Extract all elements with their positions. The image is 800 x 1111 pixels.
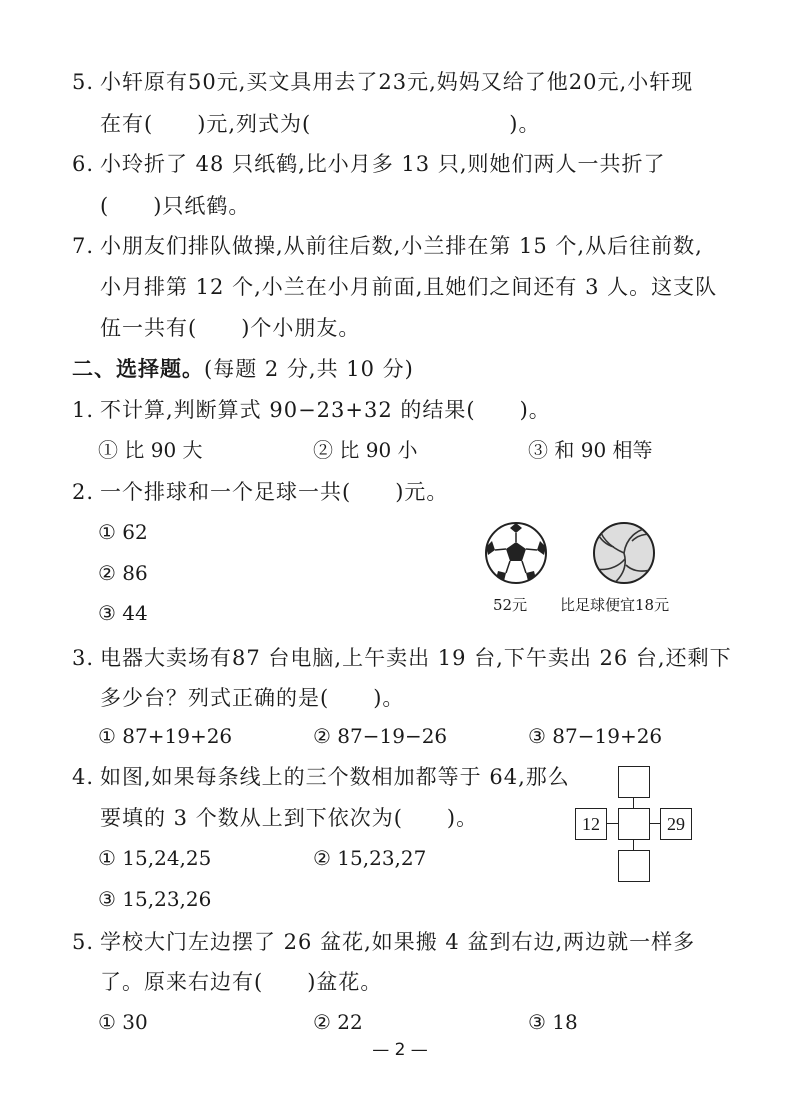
question-number: 6. — [72, 152, 95, 176]
question-text: 小玲折了 48 只纸鹤,比小月多 13 只,则她们两人一共折了 — [100, 152, 666, 176]
center-empty-box[interactable] — [618, 808, 650, 840]
question-text: 要填的 3 个数从上到下依次为( )。 — [100, 806, 479, 830]
option-3[interactable]: ③ 15,23,26 — [98, 887, 212, 911]
left-value-box: 12 — [575, 808, 607, 840]
option-1[interactable]: ① 30 — [98, 1010, 148, 1034]
question-text: 小月排第 12 个,小兰在小月前面,且她们之间还有 3 人。这支队 — [100, 275, 718, 299]
question-text: 多少台？列式正确的是( )。 — [100, 686, 405, 710]
volleyball-icon — [592, 521, 656, 585]
option-1[interactable]: ① 比 90 大 — [98, 438, 203, 462]
soccer-caption: 52元 — [493, 596, 528, 614]
top-empty-box[interactable] — [618, 766, 650, 798]
question-text: 小朋友们排队做操,从前往后数,小兰排在第 15 个,从后往前数, — [100, 234, 703, 258]
question-text: 如图,如果每条线上的三个数相加都等于 64,那么 — [100, 765, 570, 789]
option-2[interactable]: ② 15,23,27 — [313, 846, 427, 870]
question-text: 电器大卖场有87 台电脑,上午卖出 19 台,下午卖出 26 台,还剩下 — [100, 646, 732, 670]
option-1[interactable]: ① 87+19+26 — [98, 724, 233, 748]
question-text: 伍一共有( )个小朋友。 — [100, 316, 361, 340]
question-text: 在有( )元,列式为( )。 — [100, 112, 541, 136]
bottom-empty-box[interactable] — [618, 850, 650, 882]
question-text: ( )只纸鹤。 — [100, 194, 251, 218]
option-3[interactable]: ③ 和 90 相等 — [528, 438, 653, 462]
question-text: 小轩原有50元,买文具用去了23元,妈妈又给了他20元,小轩现 — [100, 70, 694, 94]
option-2[interactable]: ② 22 — [313, 1010, 363, 1034]
option-2[interactable]: ② 比 90 小 — [313, 438, 418, 462]
section-subtitle: (每题 2 分,共 10 分) — [204, 357, 414, 381]
question-number: 1. — [72, 398, 95, 422]
volleyball-caption: 比足球便宜18元 — [560, 596, 670, 614]
question-number: 7. — [72, 234, 95, 258]
question-number: 5. — [72, 70, 95, 94]
question-number: 3. — [72, 646, 95, 670]
section-title: 二、选择题。 — [72, 357, 204, 381]
option-3[interactable]: ③ 87−19+26 — [528, 724, 663, 748]
option-2[interactable]: ② 87−19−26 — [313, 724, 448, 748]
question-text: 不计算,判断算式 90−23+32 的结果( )。 — [100, 398, 551, 422]
page-number: — 2 — — [372, 1040, 428, 1060]
question-number: 4. — [72, 765, 95, 789]
question-text: 了。原来右边有( )盆花。 — [100, 970, 383, 994]
option-3[interactable]: ③ 18 — [528, 1010, 578, 1034]
option-1[interactable]: ① 62 — [98, 520, 148, 544]
option-2[interactable]: ② 86 — [98, 561, 148, 585]
question-text: 学校大门左边摆了 26 盆花,如果搬 4 盆到右边,两边就一样多 — [100, 930, 696, 954]
section-heading — [72, 357, 414, 381]
right-value-box: 29 — [660, 808, 692, 840]
question-number: 2. — [72, 480, 95, 504]
soccer-ball-icon — [484, 521, 548, 585]
question-number: 5. — [72, 930, 95, 954]
option-3[interactable]: ③ 44 — [98, 601, 148, 625]
question-text: 一个排球和一个足球一共( )元。 — [100, 480, 449, 504]
option-1[interactable]: ① 15,24,25 — [98, 846, 212, 870]
